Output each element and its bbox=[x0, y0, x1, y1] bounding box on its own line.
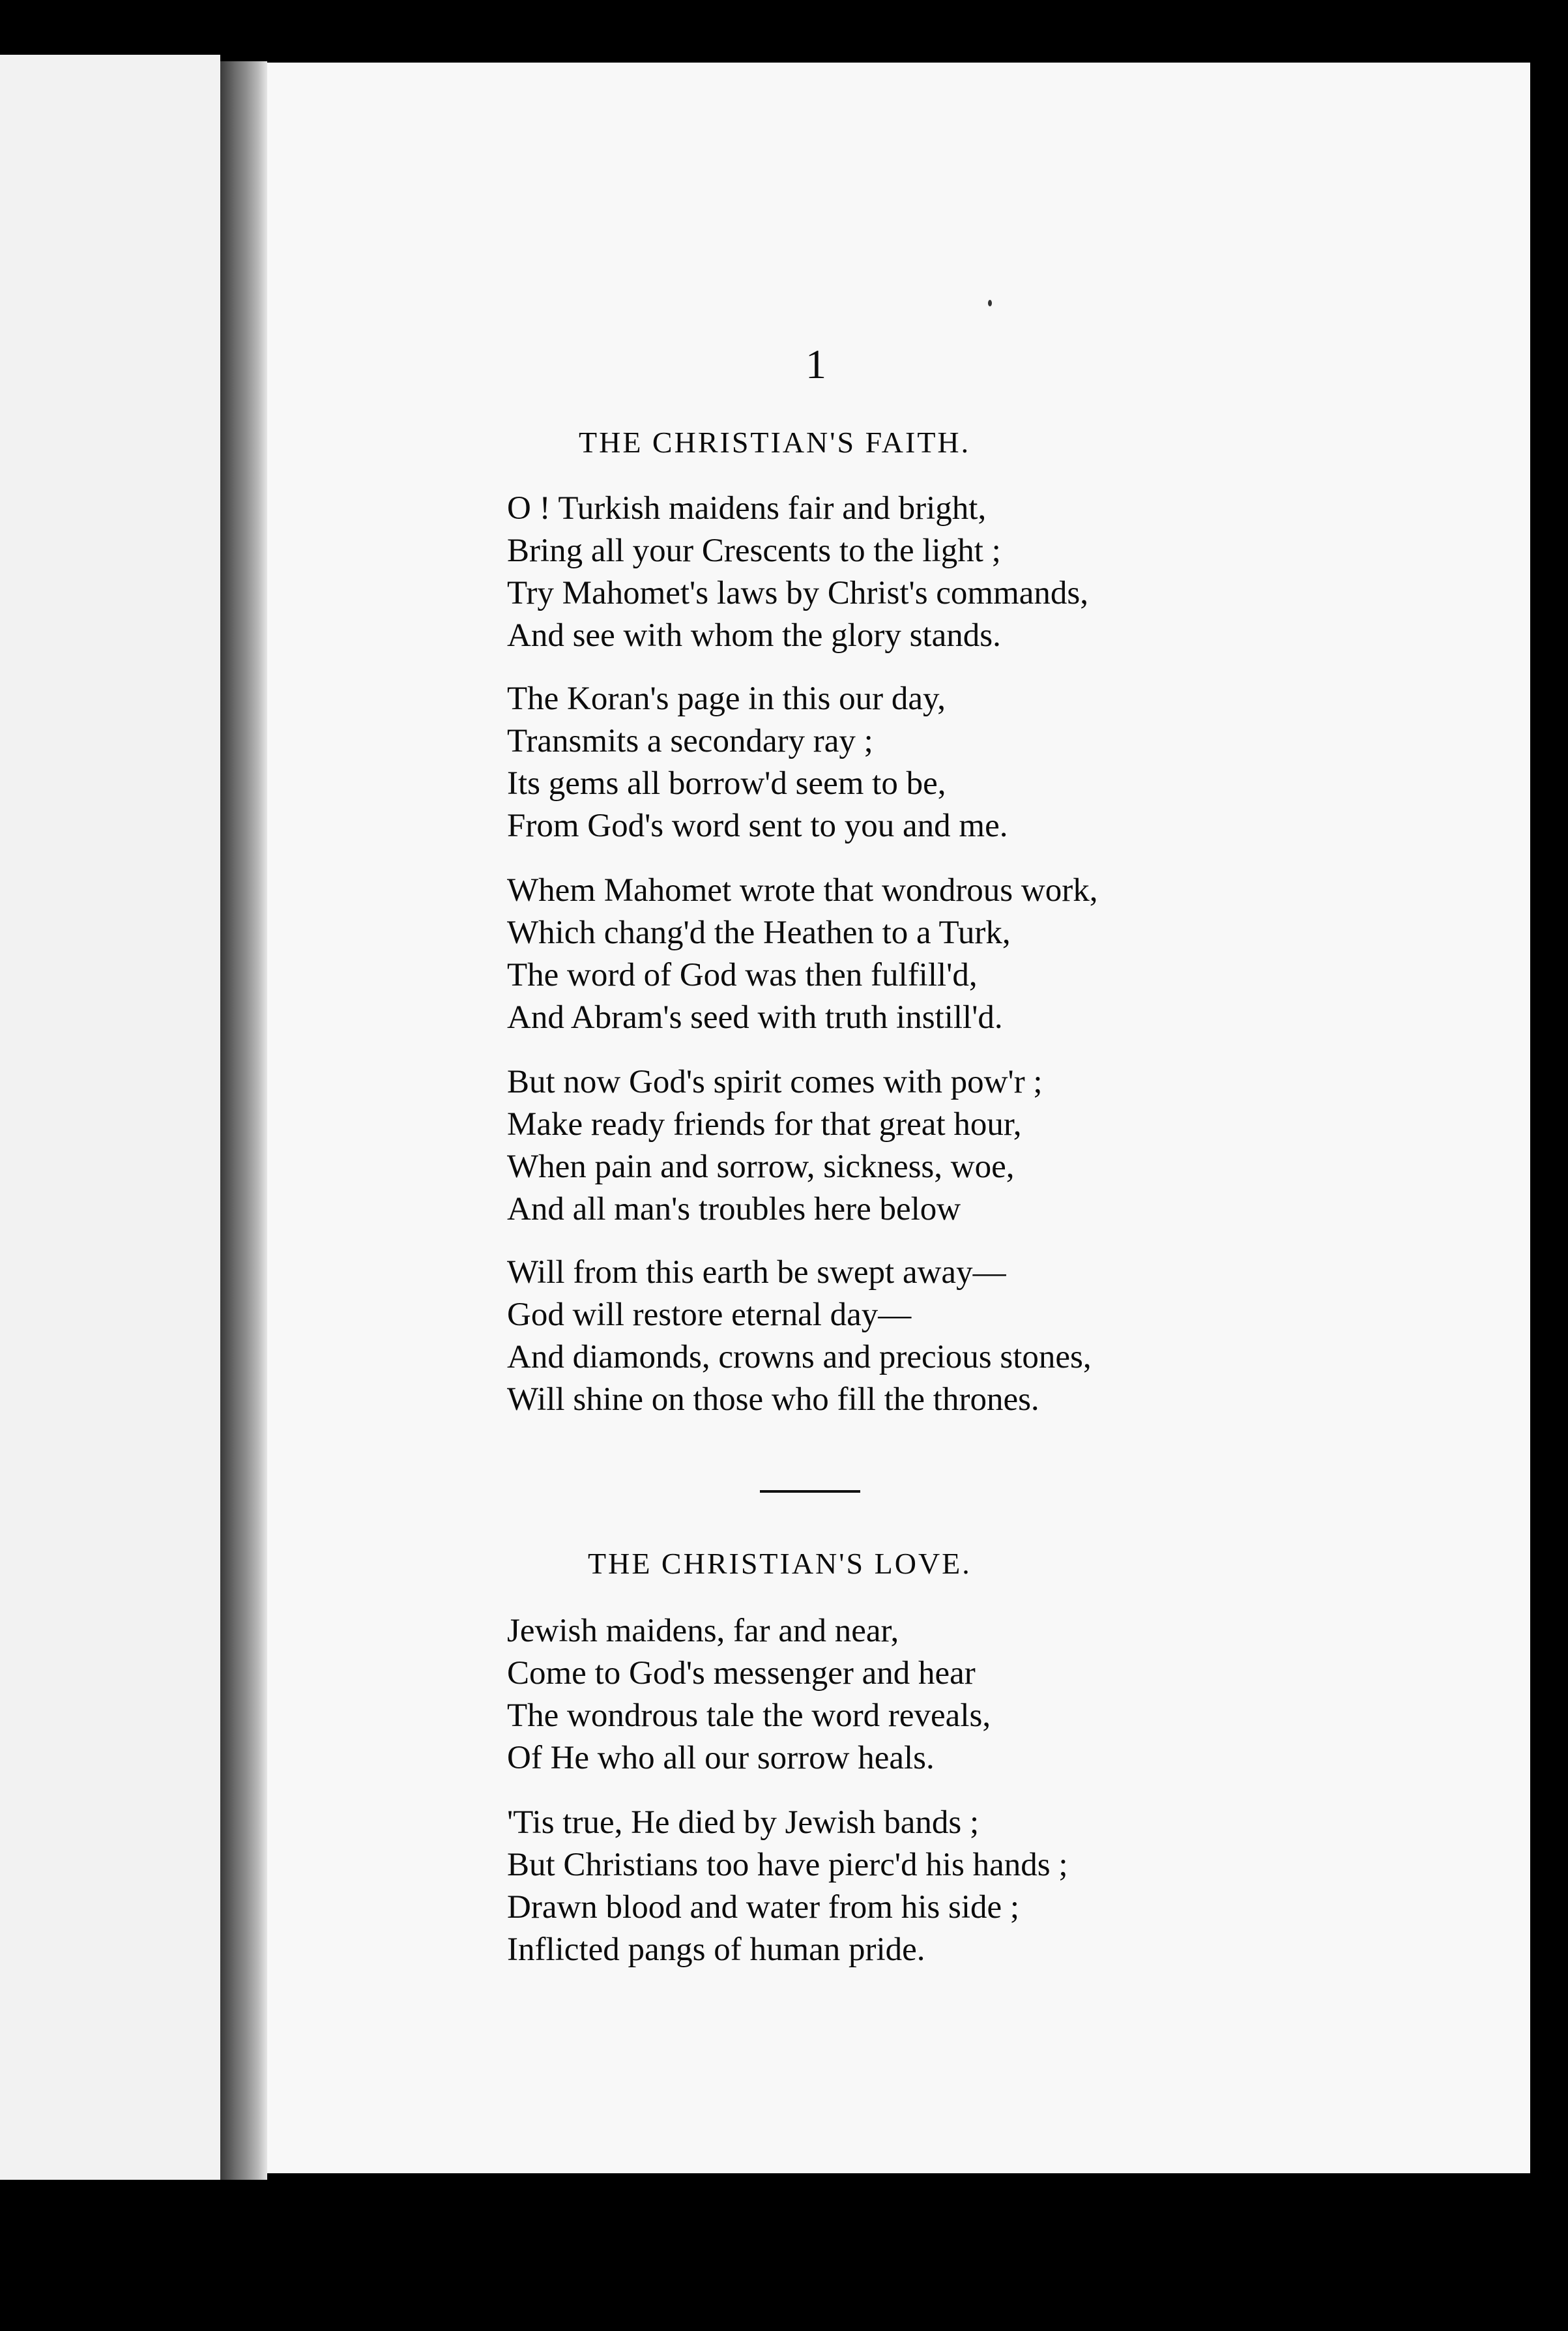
verse-line: Its gems all borrow'd seem to be, bbox=[507, 765, 946, 802]
verse-line: The wondrous tale the word reveals, bbox=[507, 1697, 991, 1734]
verse-line: Make ready friends for that great hour, bbox=[507, 1106, 1022, 1143]
print-speck bbox=[988, 300, 992, 306]
verse-line: Which chang'd the Heathen to a Turk, bbox=[507, 915, 1011, 951]
stanza bbox=[507, 1252, 1092, 1421]
verse-line: The word of God was then fulfill'd, bbox=[507, 957, 978, 993]
verse-line: Come to God's messenger and hear bbox=[507, 1655, 976, 1692]
verse-line: And Abram's seed with truth instill'd. bbox=[507, 999, 1003, 1036]
stanza bbox=[507, 1610, 991, 1780]
verse-line: O ! Turkish maidens fair and bright, bbox=[507, 490, 987, 527]
facing-blank-page bbox=[0, 55, 220, 2180]
verse-line: Transmits a secondary ray ; bbox=[507, 723, 873, 759]
stanza bbox=[507, 678, 1008, 847]
verse-line: Inflicted pangs of human pride. bbox=[507, 1931, 925, 1968]
poem-title-love: THE CHRISTIAN'S LOVE. bbox=[588, 1547, 972, 1580]
verse-line: Will shine on those who fill the thrones. bbox=[507, 1381, 1039, 1418]
stanza bbox=[507, 1802, 1068, 1971]
verse-line: And see with whom the glory stands. bbox=[507, 617, 1001, 654]
verse-line: Of He who all our sorrow heals. bbox=[507, 1740, 935, 1776]
book-gutter-shadow bbox=[220, 61, 267, 2180]
section-divider bbox=[760, 1490, 860, 1493]
poem-title-faith: THE CHRISTIAN'S FAITH. bbox=[579, 426, 971, 459]
verse-line: Jewish maidens, far and near, bbox=[507, 1613, 899, 1649]
verse-line: Bring all your Crescents to the light ; bbox=[507, 533, 1001, 569]
verse-line: When pain and sorrow, sickness, woe, bbox=[507, 1149, 1015, 1185]
verse-line: From God's word sent to you and me. bbox=[507, 808, 1008, 844]
verse-line: Will from this earth be swept away— bbox=[507, 1254, 1006, 1291]
verse-line: Try Mahomet's laws by Christ's commands, bbox=[507, 575, 1089, 611]
verse-line: But Christians too have pierc'd his hands ; bbox=[507, 1847, 1068, 1883]
verse-line: But now God's spirit comes with pow'r ; bbox=[507, 1064, 1043, 1100]
verse-line: Drawn blood and water from his side ; bbox=[507, 1889, 1020, 1926]
stanza bbox=[507, 488, 1088, 657]
verse-line: 'Tis true, He died by Jewish bands ; bbox=[507, 1804, 980, 1841]
verse-line: God will restore eternal day— bbox=[507, 1297, 912, 1333]
verse-line: And diamonds, crowns and precious stones, bbox=[507, 1339, 1092, 1375]
verse-line: The Koran's page in this our day, bbox=[507, 681, 946, 717]
stanza bbox=[507, 870, 1097, 1039]
verse-line: And all man's troubles here below bbox=[507, 1191, 961, 1227]
verse-line: Whem Mahomet wrote that wondrous work, bbox=[507, 872, 1098, 909]
stanza bbox=[507, 1061, 1043, 1231]
page-number: 1 bbox=[806, 341, 826, 387]
